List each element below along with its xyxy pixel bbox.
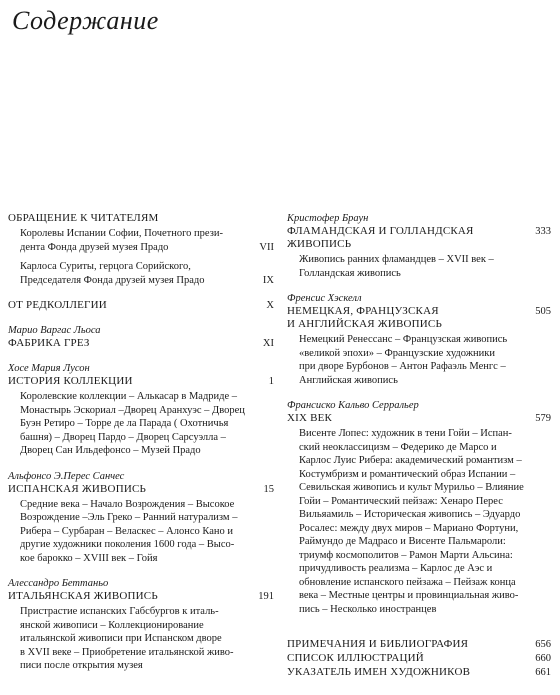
entry-title: ИСТОРИЯ КОЛЛЕКЦИИ	[8, 375, 133, 387]
appendix-row	[287, 652, 551, 665]
entry-author: Франсиско Кальво Серральер	[287, 400, 419, 411]
toc-entry	[8, 299, 274, 312]
entry-page-number: 333	[535, 226, 551, 237]
entry-title: ИТАЛЬЯНСКАЯ ЖИВОПИСЬ	[8, 590, 158, 602]
entry-title: ОТ РЕДКОЛЛЕГИИ	[8, 299, 107, 311]
entry-author: Френсис Хэскелл	[287, 293, 362, 304]
subsection-text: Висенте Лопес: художник в тени Гойи – Испан- ский неоклассицизм – Федерико де Марсо и Карлос Луис Рибера: академический романтизм – Костумбризм и романтический образ Испании – Севильская живопись и культ Мурильо – Влияние Гойи – Романтический пейзаж: Хенаро Перес Вильяамиль – Историческая живопись – Эдуардо Росалес: между двух миров – Мариано Фортуни, Раймундо де Мадрасо и Висенте Пальмароли: триумф космополитов – Рамон Марти Альсина: причудливость реализма – Карлос де Аэс и обновление испанского пейзажа – Пейзаж конца века – Местные центры и провинциальная живо- пись – Несколько иностранцев	[299, 428, 524, 615]
toc-entry	[287, 292, 551, 387]
entry-title-row	[8, 375, 274, 388]
entry-title: ФАБРИКА ГРЕЗ	[8, 337, 90, 349]
toc-entry	[8, 470, 274, 566]
entry-page-number: 15	[263, 483, 274, 495]
entry-page-number: 1	[268, 376, 274, 387]
entry-page-number: 191	[258, 591, 274, 602]
appendix-page-number: 656	[535, 639, 551, 650]
entry-title-row	[287, 412, 551, 425]
toc-left-column	[8, 212, 274, 685]
entry-subsection	[8, 498, 274, 566]
appendix-page-number: 660	[535, 653, 551, 664]
page-title: Содержание	[12, 6, 159, 35]
subsection-text: Королевы Испании Софии, Почетного прези- дента Фонда друзей музея Прадо	[20, 228, 223, 253]
appendix-title: ПРИМЕЧАНИЯ И БИБЛИОГРАФИЯ	[287, 638, 469, 650]
entry-title-row	[8, 590, 274, 603]
subsection-page-number: VII	[259, 242, 274, 253]
toc-entry	[8, 324, 274, 350]
entry-subsection	[8, 390, 274, 458]
subsection-text: Средние века – Начало Возрождения – Высокое Возрождение –Эль Греко – Ранний натурализм – Рибера – Сурбаран – Веласкес – Алонсо Кано и другие художники поколения 1600 года – Высо- кое барокко – XVIII век – Гойя	[20, 498, 238, 564]
entry-page-number: XI	[262, 338, 274, 349]
appendix-row	[287, 638, 551, 651]
entry-subsection	[8, 260, 274, 287]
entry-title-row	[8, 483, 274, 496]
entry-title: ИСПАНСКАЯ ЖИВОПИСЬ	[8, 482, 147, 495]
entry-title-row	[287, 305, 551, 331]
entry-title: XIX ВЕК	[287, 412, 333, 424]
subsection-text: Королевские коллекции – Алькасар в Мадриде – Монастырь Эскориал –Дворец Аранхуэс – Дворец Буэн Ретиро – Торре де ла Парада ( Охотничья башня) – Дворец Пардо – Дворец Сарсуэлла – Дворец Сан Ильдефонсо – Музей Прадо	[20, 391, 245, 456]
subsection-text: Живопись ранних фламандцев – XVII век – Голландская живопись	[299, 254, 494, 279]
entry-subsection	[8, 605, 274, 673]
entry-title: ОБРАЩЕНИЕ К ЧИТАТЕЛЯМ	[8, 212, 159, 224]
entry-subsection	[287, 253, 551, 280]
subsection-text: Карлоса Суриты, герцога Сорийского, Председателя Фонда друзей музея Прадо	[20, 261, 205, 286]
entry-subsection	[287, 333, 551, 387]
entry-author: Марио Варгас Льоса	[8, 325, 101, 336]
entry-page-number: X	[266, 300, 274, 311]
entry-title-row	[8, 299, 274, 312]
toc-entry	[287, 212, 551, 280]
entry-author: Хосе Мария Лусон	[8, 363, 90, 374]
appendix-row	[287, 666, 551, 679]
toc-entry	[287, 399, 551, 616]
entry-title: НЕМЕЦКАЯ, ФРАНЦУЗСКАЯ И АНГЛИЙСКАЯ ЖИВОПИСЬ	[287, 305, 442, 330]
entry-title-row	[8, 337, 274, 350]
entry-subsection	[8, 227, 274, 254]
toc-appendix	[287, 638, 551, 679]
entry-page-number: 579	[535, 413, 551, 424]
toc-right-column	[287, 212, 551, 680]
appendix-page-number: 661	[535, 667, 551, 678]
appendix-title: СПИСОК ИЛЛЮСТРАЦИЙ	[287, 652, 424, 664]
entry-title-row	[8, 212, 274, 225]
entry-author: Алессандро Беттаньо	[8, 578, 109, 589]
subsection-text: Пристрастие испанских Габсбургов к италь- янской живописи – Коллекционирование итальянской живописи при Испанском дворе в XVII веке – Приобретение итальянской живо- писи после открытия музея	[20, 606, 234, 671]
subsection-text: Немецкий Ренессанс – Французская живопись «великой эпохи» – Французские художники при дворе Бурбонов – Антон Рафаэль Менгс – Английская живопись	[299, 334, 508, 386]
entry-title-row	[287, 225, 551, 251]
entry-author: Кристофер Браун	[287, 213, 369, 224]
subsection-page-number: IX	[262, 275, 274, 286]
entry-author: Альфонсо Э.Перес Санчес	[8, 470, 125, 482]
toc-entry	[8, 577, 274, 673]
entry-subsection	[287, 427, 551, 616]
entry-page-number: 505	[535, 306, 551, 317]
toc-entry	[8, 362, 274, 458]
entry-title: ФЛАМАНДСКАЯ И ГОЛЛАНДСКАЯ ЖИВОПИСЬ	[287, 225, 474, 250]
toc-entry	[8, 212, 274, 287]
appendix-title: УКАЗАТЕЛЬ ИМЕН ХУДОЖНИКОВ	[287, 666, 471, 678]
